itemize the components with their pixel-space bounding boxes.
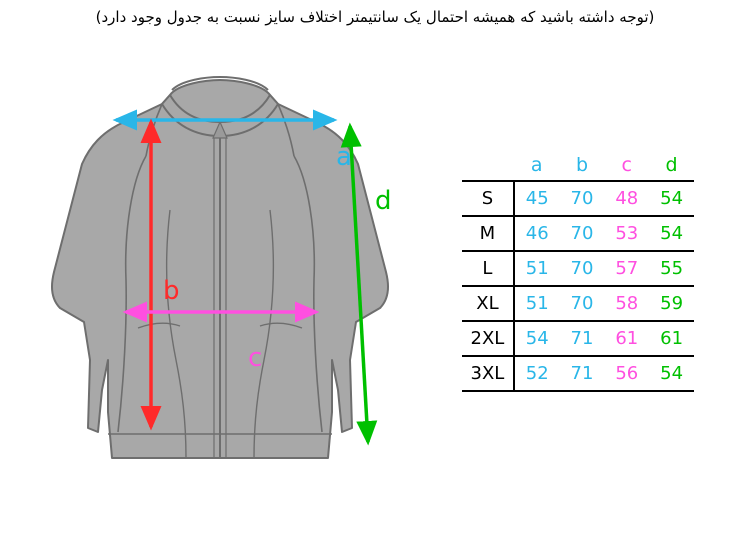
size-label: M [462,216,514,251]
cell-c: 57 [604,251,649,286]
measure-label-a: a [336,142,352,172]
table-header-row [462,150,694,181]
cell-d: 54 [649,181,694,216]
cell-a: 52 [514,356,560,391]
jacket-diagram [20,60,420,490]
size-table-wrap [462,150,694,392]
table-row [462,251,694,286]
size-note: (توجه داشته باشید که همیشه احتمال یک سانتیمتر اختلاف سایز نسبت به جدول وجود دارد) [95,8,655,26]
size-table [462,150,694,392]
cell-b: 71 [560,356,605,391]
column-header-a: a [514,150,560,181]
cell-a: 45 [514,181,560,216]
cell-c: 58 [604,286,649,321]
cell-b: 71 [560,321,605,356]
measure-label-d: d [375,186,392,216]
cell-c: 48 [604,181,649,216]
cell-d: 59 [649,286,694,321]
cell-a: 46 [514,216,560,251]
measure-label-b: b [163,276,180,306]
cell-c: 61 [604,321,649,356]
cell-d: 54 [649,356,694,391]
table-row [462,356,694,391]
column-header-b: b [560,150,605,181]
cell-b: 70 [560,181,605,216]
column-header-c: c [604,150,649,181]
cell-b: 70 [560,286,605,321]
size-label: L [462,251,514,286]
cell-c: 56 [604,356,649,391]
cell-b: 70 [560,216,605,251]
size-label: S [462,181,514,216]
table-corner-cell [462,150,514,181]
cell-a: 54 [514,321,560,356]
cell-d: 61 [649,321,694,356]
cell-d: 54 [649,216,694,251]
measure-label-c: c [248,343,263,373]
size-label: 3XL [462,356,514,391]
table-row [462,321,694,356]
cell-a: 51 [514,251,560,286]
table-row [462,286,694,321]
table-row [462,181,694,216]
size-label: 2XL [462,321,514,356]
table-row [462,216,694,251]
cell-a: 51 [514,286,560,321]
cell-b: 70 [560,251,605,286]
jacket-body-shape [52,77,388,458]
column-header-d: d [649,150,694,181]
cell-c: 53 [604,216,649,251]
size-label: XL [462,286,514,321]
cell-d: 55 [649,251,694,286]
